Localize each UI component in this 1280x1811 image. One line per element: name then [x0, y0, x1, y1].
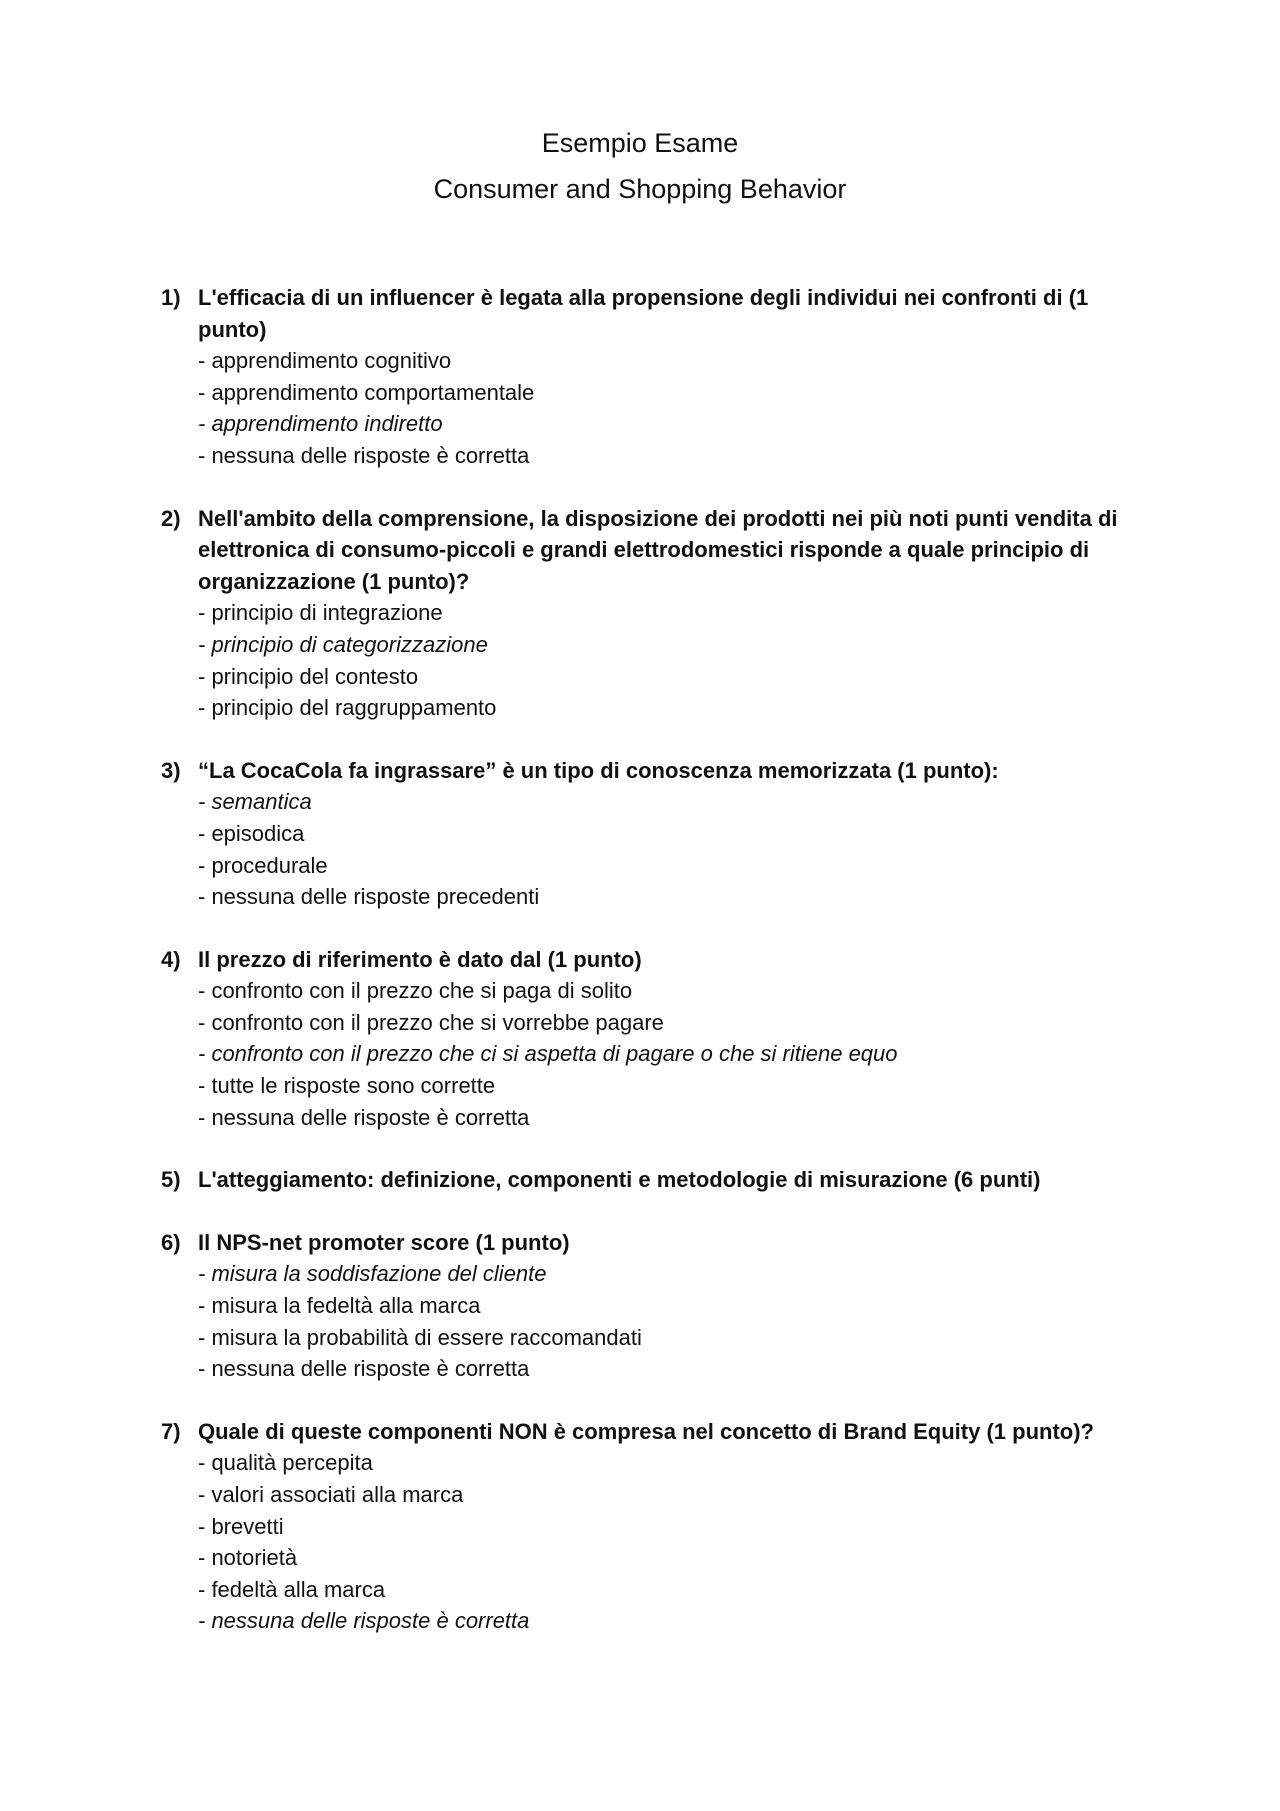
question-number: 4): [161, 946, 181, 972]
question-number: 5): [161, 1167, 181, 1193]
answer-option: - episodica: [198, 820, 305, 846]
question-6: [161, 1227, 1151, 1385]
answer-option-correct: - misura la soddisfazione del cliente: [198, 1261, 547, 1287]
answer-option-correct: - nessuna delle risposte è corretta: [198, 1608, 530, 1634]
answer-option: - notorietà: [198, 1545, 298, 1571]
question-text: Quale di queste componenti NON è compresa nel concetto di Brand Equity (1 punto)?: [198, 1418, 1094, 1444]
question-text: “La CocaCola fa ingrassare” è un tipo di conoscenza memorizzata (1 punto):: [198, 757, 999, 783]
answer-option: - confronto con il prezzo che si vorrebbe pagare: [198, 1009, 664, 1035]
answer-option: - principio di integrazione: [198, 600, 443, 626]
page-subtitle: Consumer and Shopping Behavior: [433, 174, 847, 204]
question-4: [161, 944, 1151, 1134]
answer-option-correct: - principio di categorizzazione: [198, 631, 488, 657]
answer-option: - valori associati alla marca: [198, 1482, 464, 1507]
answer-option: - principio del raggruppamento: [198, 695, 497, 721]
answer-option: - nessuna delle risposte precedenti: [198, 884, 540, 910]
answer-option-correct: - confronto con il prezzo che ci si aspetta di pagare o che si ritiene equo: [198, 1041, 898, 1067]
answer-option: - nessuna delle risposte è corretta: [198, 442, 530, 468]
question-5: [161, 1164, 1151, 1196]
answer-option: - brevetti: [198, 1513, 284, 1539]
question-list: [161, 282, 1151, 1668]
answer-option: - confronto con il prezzo che si paga di solito: [198, 978, 633, 1004]
question-number: 2): [161, 505, 181, 531]
answer-option: - principio del contesto: [198, 663, 419, 689]
answer-option: - procedurale: [198, 852, 328, 878]
question-text: L'efficacia di un influencer è legata alla propensione degli individui nei confronti di (1 punto): [198, 285, 1089, 342]
question-number: 3): [161, 757, 181, 783]
question-2: [161, 503, 1151, 724]
question-number: 1): [161, 285, 181, 310]
answer-option: - misura la fedeltà alla marca: [198, 1293, 481, 1319]
question-text: L'atteggiamento: definizione, componenti e metodologie di misurazione (6 punti): [198, 1167, 1041, 1193]
answer-option: - qualità percepita: [198, 1450, 373, 1476]
answer-option: - misura la probabilità di essere raccomandati: [198, 1324, 642, 1350]
answer-option: - nessuna delle risposte è corretta: [198, 1104, 530, 1130]
question-number: 7): [161, 1418, 181, 1444]
answer-option: - apprendimento cognitivo: [198, 348, 452, 374]
question-text: Nell'ambito della comprensione, la disposizione dei prodotti nei più noti punti vendita di elettronica di consumo-piccoli e grandi elettrodomestici risponde a quale principio di organizzazione (1 punto)?: [198, 505, 1118, 594]
question-number: 6): [161, 1229, 181, 1255]
answer-option: - fedeltà alla marca: [198, 1576, 386, 1602]
question-text: Il prezzo di riferimento è dato dal (1 punto): [198, 946, 642, 972]
answer-option: - tutte le risposte sono corrette: [198, 1073, 496, 1099]
title-block: [0, 120, 1280, 212]
question-7: [161, 1416, 1151, 1637]
page-title: Esempio Esame: [541, 128, 739, 158]
question-text: Il NPS-net promoter score (1 punto): [198, 1229, 570, 1255]
answer-option-correct: - apprendimento indiretto: [198, 411, 443, 437]
answer-option-correct: - semantica: [198, 789, 312, 815]
question-1: [161, 282, 1151, 472]
question-3: [161, 755, 1151, 913]
answer-option: - apprendimento comportamentale: [198, 379, 535, 405]
answer-option: - nessuna delle risposte è corretta: [198, 1356, 530, 1382]
